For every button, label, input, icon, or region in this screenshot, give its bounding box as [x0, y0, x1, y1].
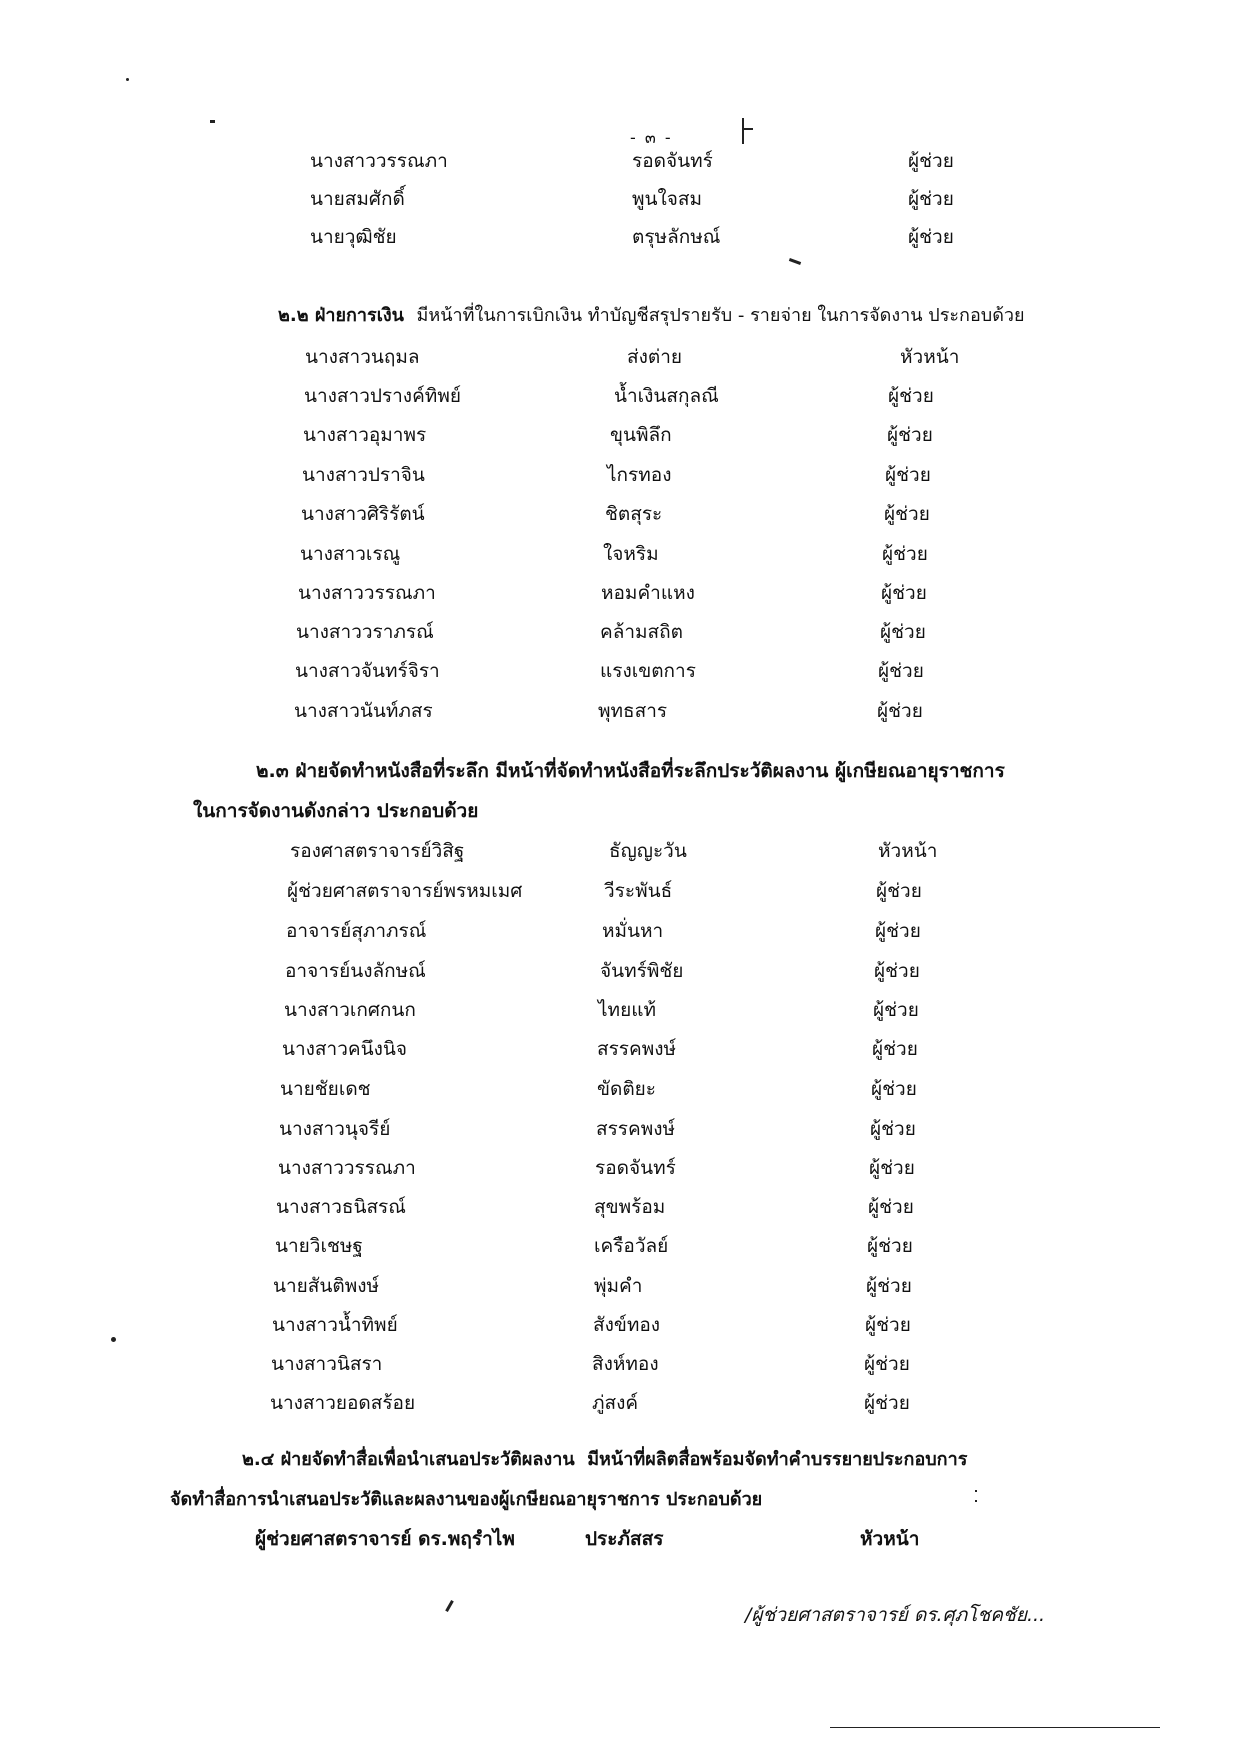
member-role: ผู้ช่วย: [874, 960, 920, 982]
table-row: [0, 1112, 1237, 1146]
member-last-name: ธัญญะวัน: [609, 840, 687, 862]
ink-speck: [975, 1490, 977, 1492]
member-first-name: อาจารย์นงลักษณ์: [285, 960, 426, 982]
member-role: ผู้ช่วย: [868, 1196, 914, 1218]
member-first-name: นางสาววราภรณ์: [296, 621, 434, 643]
table-row: [0, 497, 1237, 531]
member-last-name: รอดจันทร์: [595, 1157, 676, 1179]
section-2-2-heading: [278, 300, 1025, 329]
member-last-name: พูนใจสม: [632, 188, 703, 210]
member-role: ผู้ช่วย: [867, 1235, 913, 1257]
member-first-name: นายวุฒิชัย: [310, 226, 397, 248]
member-role: หัวหน้า: [860, 1528, 920, 1550]
table-row: [0, 993, 1237, 1027]
table-row: [0, 694, 1237, 728]
list-item: [0, 144, 1237, 178]
section-description-continued: ในการจัดงานดังกล่าว ประกอบด้วย: [193, 800, 479, 822]
section-2-4-heading: [242, 1444, 967, 1473]
member-first-name: นายชัยเดช: [280, 1078, 371, 1100]
member-first-name: รองศาสตราจารย์วิสิฐ: [290, 840, 465, 862]
member-first-name: นายสันติพงษ์: [273, 1275, 380, 1297]
member-last-name: สุขพร้อม: [594, 1196, 666, 1218]
table-row: [0, 1386, 1237, 1420]
member-role: ผู้ช่วย: [864, 1353, 910, 1375]
member-first-name: นางสาววรรณภา: [310, 150, 448, 172]
ink-mark: [789, 258, 801, 265]
member-first-name: นางสาวอุมาพร: [303, 424, 427, 446]
section-description-continued: จัดทำสื่อการนำเสนอประวัติและผลงานของผู้เกษียณอายุราชการ ประกอบด้วย: [170, 1489, 763, 1510]
ink-speck: [111, 1337, 116, 1342]
table-row: [0, 1347, 1237, 1381]
table-row: [0, 954, 1237, 988]
member-role: หัวหน้า: [878, 840, 938, 862]
member-last-name: ชิตสุระ: [605, 503, 663, 525]
member-role: ผู้ช่วย: [875, 920, 921, 942]
member-first-name: นางสาวคนึงนิจ: [282, 1038, 407, 1060]
table-row: [0, 1308, 1237, 1342]
member-last-name: รอดจันทร์: [632, 150, 713, 172]
section-description: มีหน้าที่ผลิตสื่อพร้อมจัดทำคำบรรยายประกอบการ: [587, 1449, 968, 1470]
member-first-name: นางสาวธนิสรณ์: [276, 1196, 406, 1218]
member-role: ผู้ช่วย: [878, 660, 924, 682]
table-row: [0, 914, 1237, 948]
continuation-note: /ผู้ช่วยศาสตราจารย์ ดร.ศุภโชคชัย...: [745, 1604, 1046, 1626]
member-role: ผู้ช่วย: [870, 1118, 916, 1140]
member-role: ผู้ช่วย: [887, 424, 933, 446]
member-first-name: นางสาวเกศกนก: [284, 999, 416, 1021]
member-last-name: พุทธสาร: [598, 700, 668, 722]
table-row: [0, 537, 1237, 571]
member-role: ผู้ช่วย: [869, 1157, 915, 1179]
member-role: ผู้ช่วย: [880, 621, 926, 643]
member-role: หัวหน้า: [900, 346, 960, 368]
member-role: ผู้ช่วย: [908, 188, 954, 210]
member-first-name: นายสมศักดิ์: [310, 188, 405, 210]
member-last-name: ไกรทอง: [607, 464, 672, 486]
member-last-name: ไทยแท้: [598, 999, 656, 1021]
member-last-name: จันทร์พิชัย: [600, 960, 684, 982]
member-first-name: นางสาววรรณภา: [298, 582, 436, 604]
member-role: ผู้ช่วย: [908, 226, 954, 248]
section-title: ๒.๒ ฝ่ายการเงิน: [278, 305, 404, 326]
table-row: [0, 1229, 1237, 1263]
member-role: ผู้ช่วย: [877, 700, 923, 722]
member-first-name: อาจารย์สุภาภรณ์: [286, 920, 427, 942]
table-row: [0, 834, 1237, 868]
member-role: ผู้ช่วย: [888, 385, 934, 407]
member-last-name: ภู่สงค์: [592, 1392, 639, 1414]
footer-rule: [830, 1727, 1160, 1728]
list-item: [0, 220, 1237, 254]
ink-mark: [742, 118, 744, 144]
member-last-name: ประภัสสร: [585, 1528, 664, 1550]
member-role: ผู้ช่วย: [876, 880, 922, 902]
member-first-name: นางสาวน้ำทิพย์: [272, 1314, 398, 1336]
member-last-name: น้ำเงินสกุลณี: [614, 385, 719, 407]
member-first-name: นางสาวเรณู: [300, 543, 401, 565]
member-first-name: ผู้ช่วยศาสตราจารย์พรหมเมศ: [287, 880, 523, 902]
member-first-name: ผู้ช่วยศาสตราจารย์ ดร.พฤรำไพ: [255, 1528, 515, 1550]
member-last-name: ส่งต่าย: [627, 346, 683, 368]
member-first-name: นางสาวนฤมล: [305, 346, 420, 368]
member-role: ผู้ช่วย: [884, 503, 930, 525]
table-row: [0, 418, 1237, 452]
member-role: ผู้ช่วย: [873, 999, 919, 1021]
member-role: ผู้ช่วย: [882, 543, 928, 565]
table-row: [0, 1522, 1237, 1556]
section-2-3-heading: [256, 756, 1005, 786]
member-last-name: วีระพันธ์: [604, 880, 673, 902]
table-row: [0, 1269, 1237, 1303]
member-first-name: นางสาวปรางค์ทิพย์: [304, 385, 461, 407]
member-role: ผู้ช่วย: [866, 1275, 912, 1297]
member-role: ผู้ช่วย: [865, 1314, 911, 1336]
member-first-name: นางสาวนันท์ภสร: [294, 700, 433, 722]
table-row: [0, 615, 1237, 649]
member-role: ผู้ช่วย: [872, 1038, 918, 1060]
member-last-name: พุ่มคำ: [594, 1275, 643, 1297]
member-first-name: นางสาววรรณภา: [278, 1157, 416, 1179]
member-first-name: นางสาวนุจรีย์: [279, 1118, 391, 1140]
member-last-name: ขัดติยะ: [597, 1078, 657, 1100]
ink-mark: [445, 1600, 454, 1612]
member-first-name: นางสาวจันทร์จิรา: [295, 660, 440, 682]
table-row: [0, 340, 1237, 374]
member-last-name: เครือวัลย์: [594, 1235, 669, 1257]
member-role: ผู้ช่วย: [908, 150, 954, 172]
ink-mark: [744, 128, 753, 130]
member-last-name: สังข์ทอง: [593, 1314, 661, 1336]
member-role: ผู้ช่วย: [885, 464, 931, 486]
member-first-name: นางสาวนิสรา: [271, 1353, 383, 1375]
section-description: มีหน้าที่ในการเบิกเงิน ทำบัญชีสรุปรายรับ - รายจ่าย ในการจัดงาน ประกอบด้วย: [416, 305, 1025, 326]
table-row: [0, 379, 1237, 413]
member-last-name: สรรคพงษ์: [597, 1038, 677, 1060]
table-row: [0, 654, 1237, 688]
member-first-name: นางสาวปราจิน: [302, 464, 425, 486]
table-row: [0, 1072, 1237, 1106]
table-row: [0, 576, 1237, 610]
member-last-name: ขุนพิลึก: [610, 424, 672, 446]
member-last-name: หอมคำแหง: [601, 582, 695, 604]
member-last-name: หมั่นหา: [602, 920, 664, 942]
member-last-name: สิงห์ทอง: [592, 1353, 659, 1375]
member-first-name: นางสาวยอดสร้อย: [270, 1392, 416, 1414]
member-role: ผู้ช่วย: [881, 582, 927, 604]
section-title: ๒.๔ ฝ่ายจัดทำสื่อเพื่อนำเสนอประวัติผลงาน: [242, 1449, 575, 1470]
ink-speck: [210, 120, 215, 123]
member-first-name: นางสาวศิริรัตน์: [301, 503, 425, 525]
page-number: - ๓ -: [630, 128, 673, 147]
member-last-name: แรงเขตการ: [600, 660, 696, 682]
member-last-name: ใจหริม: [603, 543, 659, 565]
member-role: ผู้ช่วย: [871, 1078, 917, 1100]
table-row: [0, 1151, 1237, 1185]
member-last-name: คล้ามสถิต: [600, 621, 683, 643]
ink-speck: [975, 1500, 977, 1502]
member-last-name: สรรคพงษ์: [596, 1118, 676, 1140]
table-row: [0, 1032, 1237, 1066]
table-row: [0, 458, 1237, 492]
member-first-name: นายวิเชษฐ: [275, 1235, 363, 1257]
member-last-name: ตรุษลักษณ์: [632, 226, 721, 248]
table-row: [0, 874, 1237, 908]
list-item: [0, 182, 1237, 216]
ink-speck: [126, 78, 129, 81]
member-role: ผู้ช่วย: [864, 1392, 910, 1414]
table-row: [0, 1190, 1237, 1224]
section-description: มีหน้าที่จัดทำหนังสือที่ระลึกประวัติผลงาน ผู้เกษียณอายุราชการ: [495, 760, 1005, 782]
section-title: ๒.๓ ฝ่ายจัดทำหนังสือที่ระลึก: [256, 760, 489, 782]
